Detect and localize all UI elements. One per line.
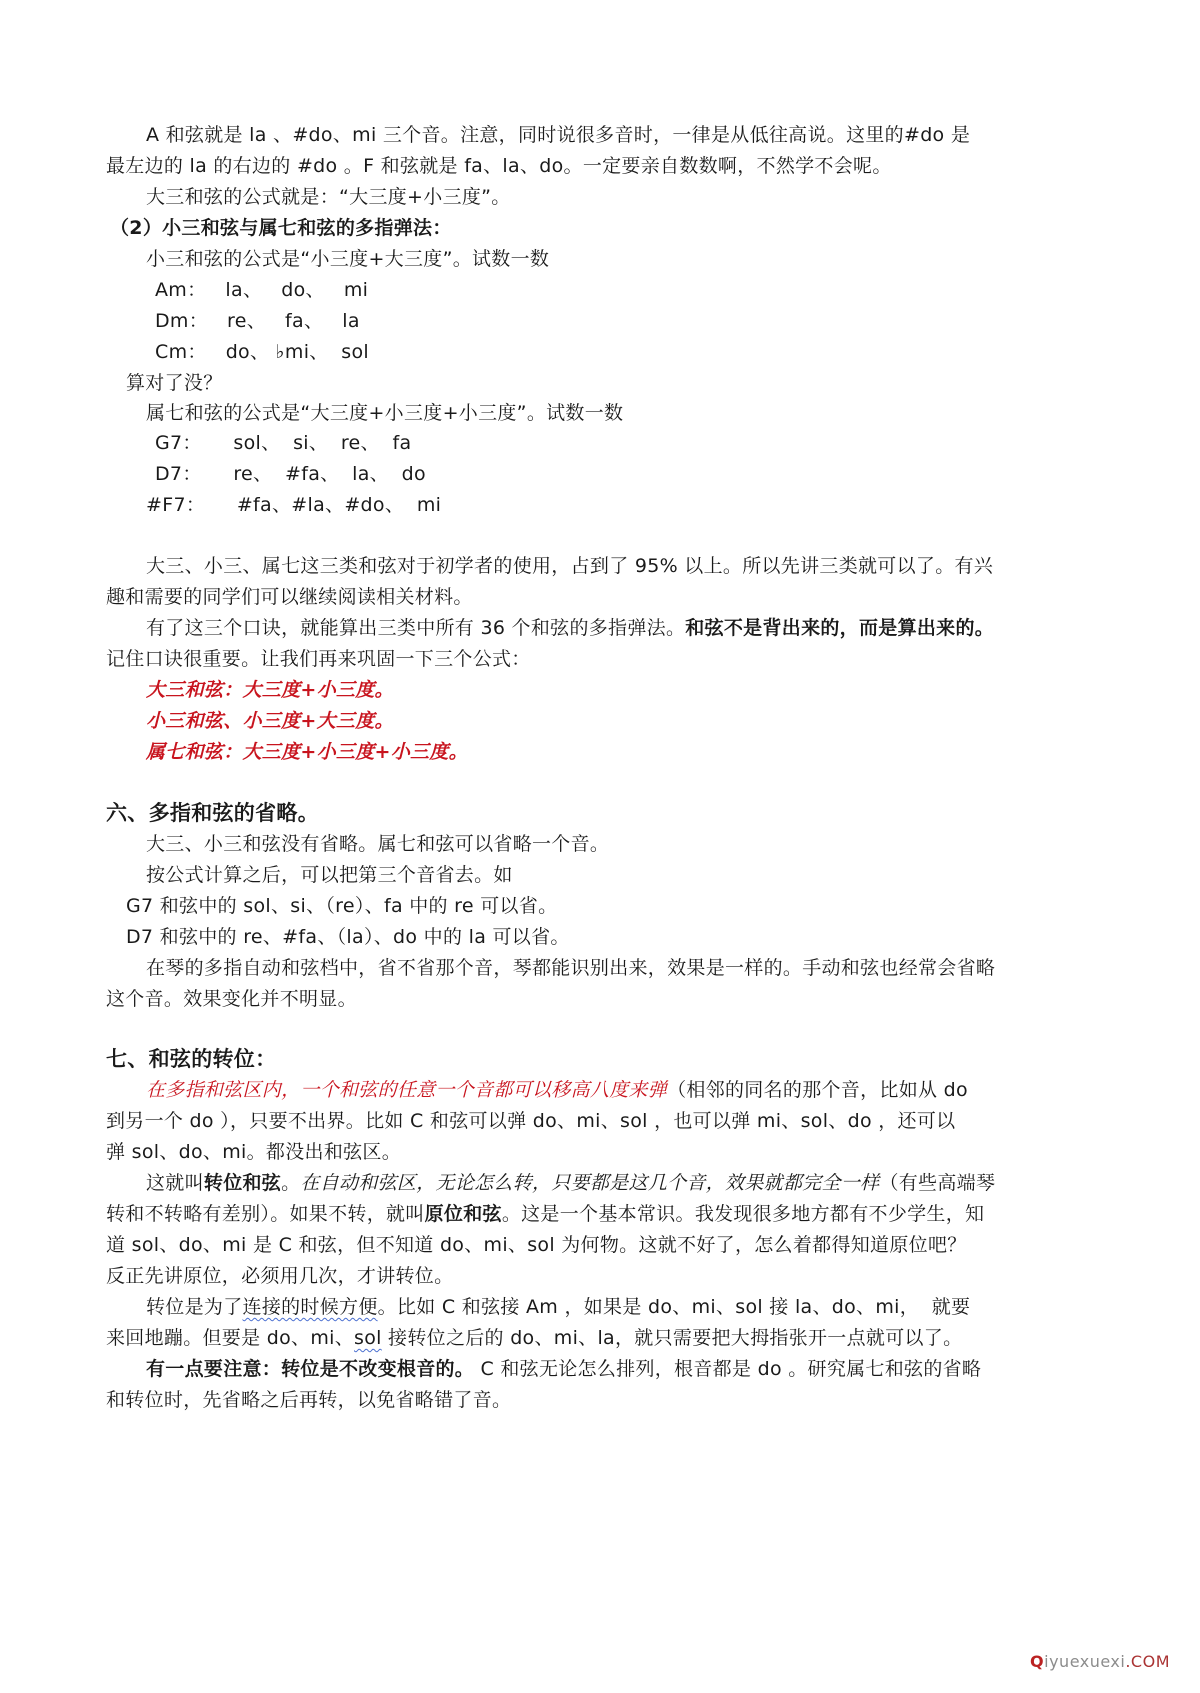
text-line: 转位是为了连接的时候方便。比如 C 和弦接 Am ，如果是 do、mi、sol 接 la、do、mi， 就要 (146, 1296, 971, 1318)
formula-dominant-seventh: 属七和弦：大三度+小三度+小三度。 (146, 741, 468, 763)
text-line: 有了这三个口诀，就能算出三类中所有 36 个和弦的多指弹法。和弦不是背出来的，而是算出来的。 (146, 617, 995, 639)
chord-line: G7： sol、 si、 re、 fa (155, 432, 412, 454)
text-line: 大三、小三和弦没有省略。属七和弦可以省略一个音。 (146, 833, 610, 855)
chord-line: Cm： do、 ♭mi、 sol (155, 341, 369, 363)
text-line: 来回地蹦。但要是 do、mi、sol 接转位之后的 do、mi、la，就只需要把大拇指张开一点就可以了。 (106, 1327, 963, 1349)
text-line: 弹 sol、do、mi。都没出和弦区。 (106, 1141, 402, 1163)
formula-major: 大三和弦：大三度+小三度。 (146, 679, 394, 701)
text-line: 小三和弦的公式是“小三度+大三度”。试数一数 (146, 248, 550, 270)
chord-line: Dm： re、 fa、 la (155, 310, 360, 332)
text-line: 大三和弦的公式就是：“大三度+小三度”。 (146, 186, 511, 208)
text-line: G7 和弦中的 sol、si、（re）、fa 中的 re 可以省。 (126, 895, 558, 917)
text-line: 记住口诀很重要。让我们再来巩固一下三个公式： (106, 648, 531, 670)
watermark: Qiyuexuexi.COM (1030, 1652, 1170, 1671)
chord-line: #F7： #fa、#la、#do、 mi (146, 494, 442, 516)
text-line: 和转位时，先省略之后再转，以免省略错了音。 (106, 1389, 512, 1411)
text-line: 属七和弦的公式是“大三度+小三度+小三度”。试数一数 (146, 402, 624, 424)
subsection-heading: （2）小三和弦与属七和弦的多指弹法： (110, 217, 452, 239)
text-line: 最左边的 la 的右边的 #do 。F 和弦就是 fa、la、do。一定要亲自数数啊，不然学不会呢。 (106, 155, 892, 177)
text-line: 道 sol、do、mi 是 C 和弦，但不知道 do、mi、sol 为何物。这就不好了，怎么着都得知道原位吧？ (106, 1234, 967, 1256)
text-line: 按公式计算之后，可以把第三个音省去。如 (146, 864, 513, 886)
text-line: 算对了没？ (126, 372, 223, 394)
text-line: 转和不转略有差别）。如果不转，就叫原位和弦。这是一个基本常识。我发现很多地方都有不少学生，知 (106, 1203, 985, 1225)
section-heading-6: 六、多指和弦的省略。 (106, 801, 319, 825)
text-line: 这就叫转位和弦。在自动和弦区，无论怎么转，只要都是这几个音，效果就都完全一样（有些高端琴 (146, 1172, 996, 1194)
text-line: 到另一个 do ），只要不出界。比如 C 和弦可以弹 do、mi、sol ，也可以弹 mi、sol、do ，还可以 (106, 1110, 956, 1132)
text-line: 有一点要注意：转位是不改变根音的。 C 和弦无论怎么排列，根音都是 do 。研究属七和弦的省略 (146, 1358, 982, 1380)
chord-line: D7： re、 #fa、 la、 do (155, 463, 426, 485)
text-line: A 和弦就是 la 、#do、mi 三个音。注意，同时说很多音时，一律是从低往高说。这里的#do 是 (146, 124, 971, 146)
text-line: D7 和弦中的 re、#fa、（la）、do 中的 la 可以省。 (126, 926, 570, 948)
text-line: 在多指和弦区内，一个和弦的任意一个音都可以移高八度来弹（相邻的同名的那个音，比如从 do (146, 1079, 968, 1101)
text-line: 反正先讲原位，必须用几次，才讲转位。 (106, 1265, 454, 1287)
text-line: 在琴的多指自动和弦档中，省不省那个音，琴都能识别出来，效果是一样的。手动和弦也经常会省略 (146, 957, 996, 979)
text-line: 这个音。效果变化并不明显。 (106, 988, 357, 1010)
chord-line: Am： la、 do、 mi (155, 279, 369, 301)
section-heading-7: 七、和弦的转位： (106, 1047, 277, 1071)
text-line: 大三、小三、属七这三类和弦对于初学者的使用，占到了 95% 以上。所以先讲三类就可以了。有兴 (146, 555, 994, 577)
formula-minor: 小三和弦、小三度+大三度。 (146, 710, 394, 732)
text-line: 趣和需要的同学们可以继续阅读相关材料。 (106, 586, 473, 608)
